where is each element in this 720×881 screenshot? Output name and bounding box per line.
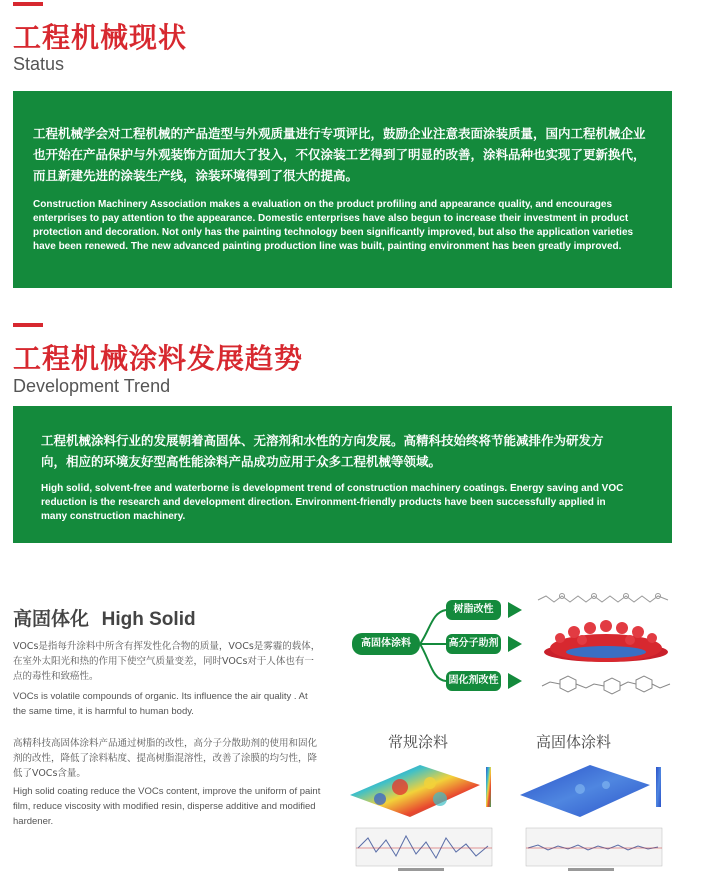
status-title-en: Status — [13, 54, 65, 74]
arrow-icon — [508, 602, 522, 618]
high-solid-profile-chart — [516, 826, 666, 874]
conventional-profile-chart — [346, 826, 496, 874]
high-solid-p1-en: VOCs is volatile compounds of organic. Its influence the air quality . At the same time, it is harmful to human body. — [13, 691, 308, 717]
trend-box — [13, 406, 672, 543]
high-solid-coating-label: 高固体涂料 — [536, 733, 612, 751]
status-body-en: Construction Machinery Association makes a evaluation on the product profiling and appearance quality, and encourages enterprises to pay attention to the appearance. Domestic enterprises have also begun to increase their investment in product protection and decoration. Not only has the painting technology been significantly improved, but also the application varieties have been renewed. The new advanced painting production line was built, painting environment has been greatly improved. — [33, 199, 634, 252]
trend-title-en: Development Trend — [13, 376, 171, 396]
trend-title-cn: 工程机械涂料发展趋势 — [13, 342, 304, 375]
high-solid-title — [13, 604, 196, 631]
arrow-icon — [508, 673, 522, 689]
high-solid-title-en: High Solid — [101, 609, 196, 630]
high-solid-p1-cn: VOCs是指每升涂料中所含有挥发性化合物的质量，VOCs是雾霾的载体，在室外太阳光和热的作用下使空气质量变差，同时VOCs对于人体也有一点的毒性和致癌性。 — [13, 641, 321, 682]
high-solid-surface-plot — [510, 755, 670, 825]
trend-body-cn: 工程机械涂料行业的发展朝着高固体、无溶剂和水性的方向发展。高精科技始终将节能减排作为研发方向，相应的环境友好型高性能涂料产品成功应用于众多工程机械等领域。 — [41, 433, 604, 469]
arrow-icon — [508, 636, 522, 652]
status-accent-bar — [13, 2, 43, 6]
status-body-cn: 工程机械学会对工程机械的产品造型与外观质量进行专项评比，鼓励企业注意表面涂装质量，国内工程机械企业也开始在产品保护与外观装饰方面加大了投入，不仅涂装工艺得到了明显的改善，涂料品种也实现了更新换代，而且新建先进的涂装生产线，涂装环境得到了很大的提高。 — [33, 126, 646, 183]
trend-body-en: High solid, solvent-free and waterborne is development trend of construction machinery coatings. Energy saving and VOC reduction is the research and development direction. Environment-friendly products have been successfully applied in many construction machinery. — [41, 483, 624, 522]
dispersion-particle-icon — [540, 618, 672, 666]
high-solid-p2-cn: 高精科技高固体涂料产品通过树脂的改性，高分子分散助剂的使用和固化剂的改性，降低了涂料粘度、提高树脂混溶性，改善了涂膜的均匀性，降低了VOCs含量。 — [13, 738, 318, 779]
diagram-branch-hardener: 固化剂改性 — [446, 671, 501, 691]
molecule-structure-icon — [540, 672, 672, 702]
status-title-cn: 工程机械现状 — [13, 21, 188, 54]
diagram-branch-additive: 高分子助剂 — [446, 634, 501, 654]
diagram-center-pill: 高固体涂料 — [352, 633, 420, 655]
trend-accent-bar — [13, 323, 43, 327]
status-box — [13, 91, 672, 288]
molecule-chain-icon — [536, 590, 672, 610]
high-solid-title-cn: 高固体化 — [13, 608, 90, 630]
conventional-surface-plot — [340, 755, 500, 825]
conventional-coating-label: 常规涂料 — [388, 733, 449, 751]
diagram-branch-resin: 树脂改性 — [446, 600, 501, 620]
high-solid-p2-en: High solid coating reduce the VOCs content, improve the uniform of paint film, reduce viscosity with modified resin, disperse additive and modified hardener. — [13, 786, 321, 827]
